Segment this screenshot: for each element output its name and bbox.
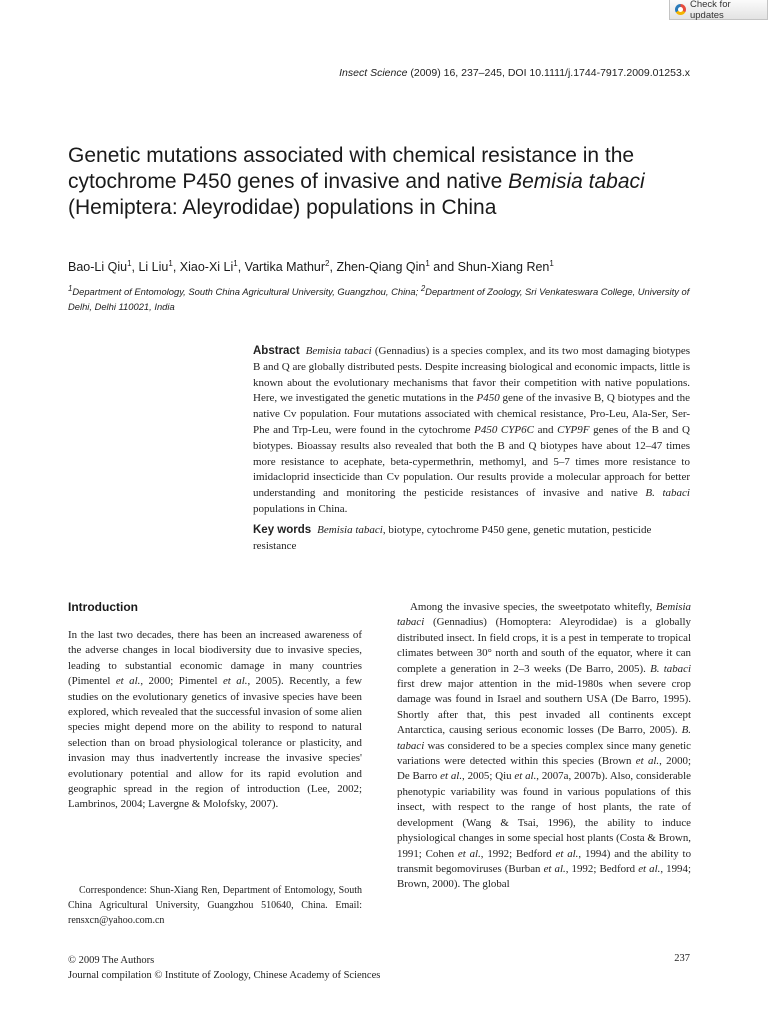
journal-name: Insect Science [339, 67, 408, 79]
italic-run: Bemisia tabaci [317, 524, 383, 536]
text-run: , 1994) and the ability to transmit begomoviruses (Burban [397, 847, 692, 875]
title-species: Bemisia tabaci [508, 170, 645, 193]
text-run: , 1994; Brown, 2000). The global [397, 862, 691, 891]
italic-run: et al. [635, 755, 660, 768]
affiliation-1: Department of Entomology, South China Agricultural University, Guangzhou, China; [72, 286, 421, 298]
text-run: genes of the B and Q biotypes. Bioassay results also revealed that both the B and Q biotypes have about 12–47 times more resistance to acephate, beta-cypermethrin, methomyl, and 5–7 times more resistance to imidacloprid insecticide than Cv population. Our results provide a molecular approach for better understanding and monitoring the pesticide resistances of invasive and native [253, 423, 691, 500]
author-name: Zhen-Qiang Qin [336, 260, 426, 275]
text-run: (Gennadius) (Homoptera: Aleyrodidae) is a globally distributed insect. In field crops, it is a pest in temperate to tropical climates between 30° north and south of the equator, where it can complete a generation in 2–3 weeks (De Barro, 2005). [397, 616, 691, 675]
author-affiliation-marker: 1 [549, 259, 554, 268]
italic-run: et al. [555, 847, 579, 860]
author-name: Xiao-Xi Li [179, 260, 234, 275]
right-column [397, 600, 691, 893]
italic-run: CYP9F [557, 423, 590, 436]
author-affiliation-marker: 1 [233, 259, 238, 268]
text-run: gene of the invasive B, Q biotypes and the native Cv population. Four mutations associated with chemical resistance, Pro-Leu, Ala-Ser, Ser-Phe and Trp-Leu, were found in the cytochrome [253, 392, 690, 436]
section-heading-introduction: Introduction [68, 600, 138, 614]
text-run: , 2005). Recently, a few studies on the evolutionary genetics of invasive species have been explored, which revealed that the successful invasion of some alien species might depend more on the ability to respond to natural selection than on broad physiological tolerance or plasticity, and invasion may thus inadvertently increase the invasive species' evolutionary potential and allow for its rapid evolution and geographic spread in the region of introduction (Lee, 2002; Lambrinos, 2004; Lavergne & Molofsky, 2007). [68, 675, 362, 811]
intro-paragraph-2 [397, 600, 691, 893]
intro-paragraph-1 [68, 628, 362, 813]
author-separator: , [329, 260, 337, 275]
text-run: , 2005; Qiu [462, 770, 515, 783]
journal-compilation-line: Journal compilation © Institute of Zoology, Chinese Academy of Sciences [68, 970, 381, 981]
author-separator: and [429, 260, 458, 275]
crossmark-icon [675, 4, 686, 15]
italic-run: et al. [440, 770, 463, 783]
correspondence-note: Correspondence: Shun-Xiang Ren, Department of Entomology, South China Agricultural University, Guangzhou 510640, China. Email: rensxcn@yahoo.com.cn [68, 885, 362, 926]
text-run: , 1992; Bedford [480, 847, 556, 860]
author-name: Li Liu [138, 260, 169, 275]
journal-reference [339, 67, 690, 79]
author-affiliation-marker: 1 [127, 259, 132, 268]
text-run: , 1992; Bedford [565, 862, 639, 875]
italic-run: et al. [115, 675, 141, 688]
italic-run: et al. [457, 847, 481, 860]
keywords [253, 523, 690, 555]
abstract-body [253, 345, 690, 515]
abstract [253, 344, 690, 518]
author-affiliation-marker: 1 [168, 259, 173, 268]
keywords-body [253, 524, 651, 552]
text-run: , biotype, cytochrome P450 gene, genetic mutation, pesticide resistance [253, 524, 652, 552]
italic-run: et al. [638, 862, 661, 875]
affiliation-2: Department of Zoology, Sri Venkateswara College, University of Delhi, Delhi 110021, India [68, 286, 690, 313]
italic-run: Bemisia tabaci [305, 345, 372, 357]
copyright-line: © 2009 The Authors [68, 955, 155, 966]
text-run: In the last two decades, there has been an increased awareness of the adverse changes in local biodiversity due to invasive species, leading to substantial economic damage in many countries (Pimentel [68, 629, 362, 688]
journal-citation: (2009) 16, 237–245, DOI 10.1111/j.1744-7917.2009.01253.x [407, 67, 690, 79]
italic-run: B. tabaci [650, 662, 691, 675]
author-affiliation-marker: 2 [325, 259, 330, 268]
author-name: Bao-Li Qiu [68, 260, 128, 275]
italic-run: P450 [476, 392, 500, 405]
text-run: and [533, 423, 558, 436]
check-for-updates-button[interactable] [669, 0, 768, 20]
article-title [68, 143, 708, 221]
text-run: Among the invasive species, the sweetpotato whitefly, [410, 601, 656, 613]
italic-run: B. tabaci [397, 724, 691, 752]
author-list [68, 259, 554, 274]
author-affiliation-marker: 1 [425, 259, 430, 268]
italic-run: et al. [543, 862, 566, 875]
abstract-label: Abstract [253, 345, 300, 357]
left-column [68, 600, 362, 813]
text-run: (Gennadius) is a species complex, and its two most damaging biotypes B and Q are globally distributed pests. Despite increasing biological and economic impacts, little is known about the evolutionary mechanisms that favor their competition with native populations. Here, we investigated the genetic mutations in the [253, 345, 690, 405]
italic-run: et al. [222, 675, 248, 688]
italic-run: et al. [514, 770, 537, 783]
author-name: Vartika Mathur [244, 260, 326, 275]
text-run: first drew major attention in the mid-1980s when severe crop damage was found in Israel and southern USA (De Barro, 1995). Shortly after that, this pest invaded all continents except Antarctica, causing serious economic losses (De Barro, 2005). [397, 678, 691, 737]
text-run: was considered to be a species complex since many genetic variations were detected within this species (Brown [397, 739, 691, 768]
footer-copyright [68, 953, 380, 983]
affiliation-marker-1: 1 [68, 284, 73, 293]
check-for-updates-label: Check for updates [689, 0, 731, 21]
italic-run: P450 CYP6C [474, 423, 534, 436]
page-number: 237 [674, 953, 690, 964]
text-run: populations in China. [253, 502, 348, 515]
text-run: , 2000; Pimentel [140, 675, 223, 688]
author-separator: , [237, 260, 245, 275]
author-separator: , [172, 260, 180, 275]
author-name: Shun-Xiang Ren [457, 260, 550, 275]
title-part-1: Genetic mutations associated with chemical resistance in the cytochrome P450 genes of invasive and native [68, 144, 635, 193]
italic-run: B. tabaci [645, 487, 690, 500]
affiliations [68, 281, 698, 314]
italic-run: Bemisia tabaci [397, 601, 691, 629]
text-run: , 2007a, 2007b). Also, considerable phenotypic variability was found in various populations of this insect, with respect to the range of host plants, the rate of development (Wang & Tsai, 1996), the ability to induce physiological changes in some special host plants (Costa & Brown, 1991; Cohen [397, 770, 691, 860]
text-run: , 2000; De Barro [397, 755, 691, 783]
affiliation-marker-2: 2 [420, 284, 426, 293]
keywords-label: Key words [253, 524, 312, 536]
author-separator: , [131, 260, 139, 275]
title-part-2: (Hemiptera: Aleyrodidae) populations in China [68, 196, 497, 219]
